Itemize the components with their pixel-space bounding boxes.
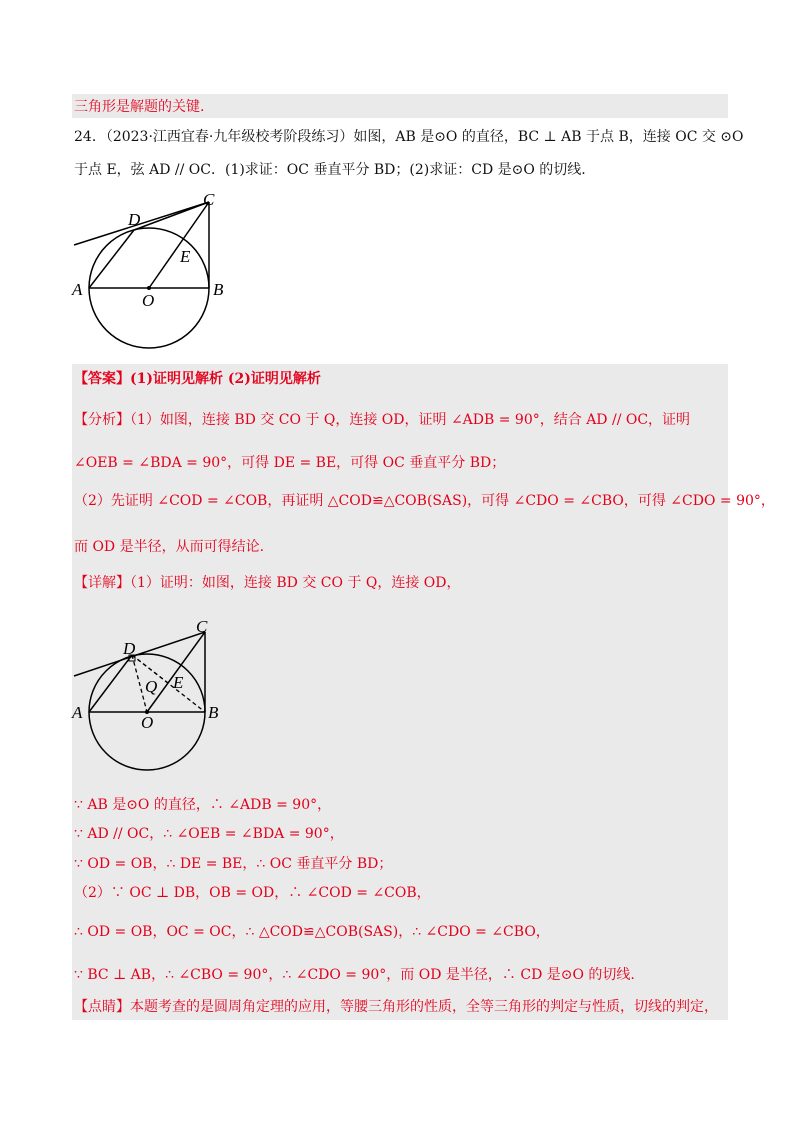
label-c: C — [203, 190, 215, 209]
proof-line-4: （2）∵ OC ⊥ DB，OB = OD，∴ ∠COD = ∠COB， — [74, 885, 431, 901]
answer-line: 【答案】(1)证明见解析 (2)证明见解析 — [74, 371, 321, 387]
tangent-line-cd — [74, 202, 209, 245]
figure-2-circle-diagram — [70, 610, 250, 780]
label-c: C — [196, 617, 208, 636]
proof-line-2: ∵ AD // OC，∴ ∠OEB = ∠BDA = 90°， — [74, 826, 344, 842]
figure-1-circle-diagram — [70, 190, 250, 350]
detail-heading: 【详解】（1）证明：如图，连接 BD 交 CO 于 Q，连接 OD， — [74, 575, 461, 591]
label-q: Q — [145, 677, 158, 696]
label-d: D — [123, 639, 136, 658]
label-e: E — [173, 673, 184, 692]
comment-line: 【点睛】本题考查的是圆周角定理的应用，等腰三角形的性质，全等三角形的判定与性质，切线的判定， — [74, 999, 718, 1015]
center-point-o — [147, 286, 151, 290]
analysis-line-3: （2）先证明 ∠COD = ∠COB，再证明 △COD≌△COB(SAS)，可得 ∠CDO = ∠CBO，可得 ∠CDO = 90°， — [74, 493, 775, 509]
proof-line-1: ∵ AB 是⊙O 的直径，∴ ∠ADB = 90°， — [74, 797, 332, 813]
label-a: A — [72, 703, 83, 722]
top-note: 三角形是解题的关键. — [74, 99, 205, 115]
proof-line-5: ∴ OD = OB，OC = OC，∴ △COD≌△COB(SAS)，∴ ∠CDO = ∠CBO， — [74, 924, 550, 940]
analysis-line-1: 【分析】（1）如图，连接 BD 交 CO 于 Q，连接 OD，证明 ∠ADB = 90°，结合 AD // OC，证明 — [74, 412, 691, 428]
proof-line-6: ∵ BC ⊥ AB，∴ ∠CBO = 90°，∴ ∠CDO = 90°，而 OD 是半径，∴ CD 是⊙O 的切线. — [74, 967, 635, 983]
proof-line-3: ∵ OD = OB，∴ DE = BE，∴ OC 垂直平分 BD； — [74, 856, 393, 872]
segment-dc — [134, 202, 209, 230]
analysis-line-2: ∠OEB = ∠BDA = 90°，可得 DE = BE，可得 OC 垂直平分 BD； — [74, 455, 506, 471]
label-o: O — [141, 713, 154, 732]
problem-line-2: 于点 E，弦 AD // OC．(1)求证：OC 垂直平分 BD；(2)求证：CD 是⊙O 的切线. — [74, 162, 586, 178]
label-b: B — [208, 703, 219, 722]
label-a: A — [72, 280, 83, 299]
analysis-line-4: 而 OD 是半径，从而可得结论. — [74, 539, 265, 555]
segment-oc — [149, 202, 209, 288]
problem-line-1: 24．（2023·江西宜春·九年级校考阶段练习）如图，AB 是⊙O 的直径，BC ⊥ AB 于点 B，连接 OC 交 ⊙O — [74, 129, 744, 145]
label-d: D — [128, 210, 141, 229]
label-b: B — [213, 280, 224, 299]
label-e: E — [180, 247, 191, 266]
segment-oc — [147, 632, 205, 712]
label-o: O — [142, 291, 155, 310]
